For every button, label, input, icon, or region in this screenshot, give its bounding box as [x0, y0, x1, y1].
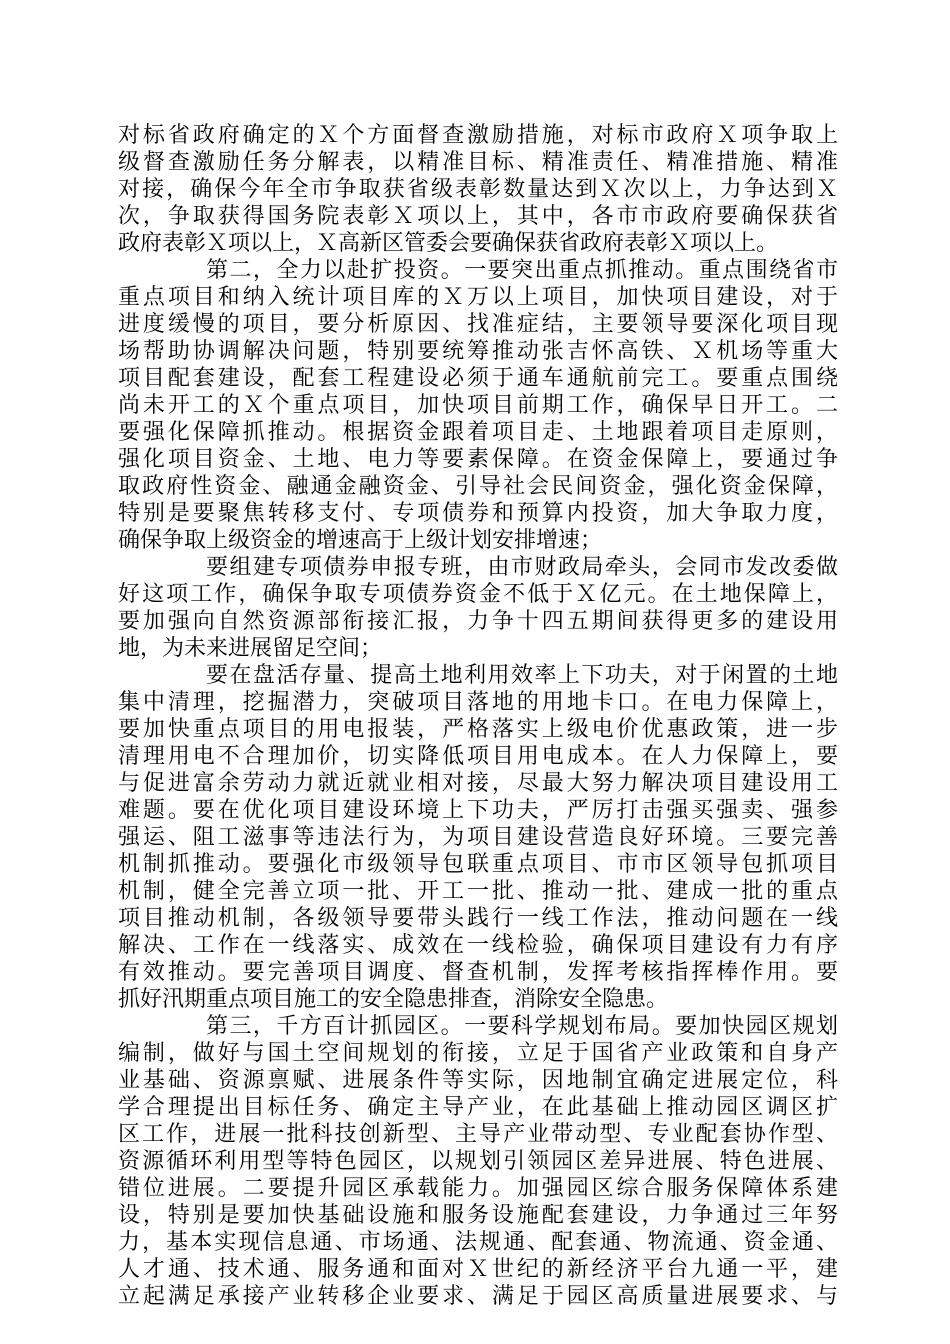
- text-line: 有效推动。要完善项目调度、督查机制，发挥考核指挥棒作用。要: [118, 960, 838, 985]
- text-line: 要在盘活存量、提高土地利用效率上下功夫，对于闲置的土地: [206, 663, 838, 688]
- text-line: 级督查激励任务分解表，以精准目标、精准责任、精准措施、精准: [118, 150, 838, 175]
- text-line: 业基础、资源禀赋、进展条件等实际，因地制宜确定进展定位，科: [118, 1068, 838, 1093]
- text-line: 抓好汛期重点项目施工的安全隐患排查，消除安全隐患。: [118, 987, 669, 1012]
- text-line: 编制，做好与国土空间规划的衔接，立足于国省产业政策和自身产: [118, 1041, 838, 1066]
- text-line: 确保争取上级资金的增速高于上级计划安排增速；: [118, 528, 603, 553]
- text-line: 进度缓慢的项目，要分析原因、找准症结，主要领导要深化项目现: [118, 312, 838, 337]
- text-line: 对接，确保今年全市争取获省级表彰数量达到Ｘ次以上，力争达到Ｘ: [118, 177, 838, 202]
- text-line: 错位进展。二要提升园区承载能力。加强园区综合服务保障体系建: [118, 1176, 838, 1201]
- text-line: 次，争取获得国务院表彰Ｘ项以上，其中，各市市政府要确保获省: [118, 204, 838, 229]
- text-line: 场帮助协调解决问题，特别要统筹推动张吉怀高铁、Ｘ机场等重大: [118, 339, 838, 364]
- text-line: 与促进富余劳动力就近就业相对接，尽最大努力解决项目建设用工: [118, 771, 838, 796]
- text-line: 资源循环利用型等特色园区，以规划引领园区差异进展、特色进展、: [118, 1149, 838, 1174]
- text-line: 项目推动机制，各级领导要带头践行一线工作法，推动问题在一线: [118, 906, 838, 931]
- text-line: 难题。要在优化项目建设环境上下功夫，严厉打击强买强卖、强参: [118, 798, 838, 823]
- text-line: 取政府性资金、融通金融资金、引导社会民间资金，强化资金保障，: [118, 474, 838, 499]
- text-line: 尚未开工的Ｘ个重点项目，加快项目前期工作，确保早日开工。二: [118, 393, 838, 418]
- text-line: 地，为未来进展留足空间；: [118, 636, 383, 661]
- text-line: 人才通、技术通、服务通和面对Ｘ世纪的新经济平台九通一平，建: [118, 1257, 838, 1282]
- text-line: 特别是要聚焦转移支付、专项债券和预算内投资，加大争取力度，: [118, 501, 838, 526]
- text-line: 区工作，进展一批科技创新型、主导产业带动型、专业配套协作型、: [118, 1122, 838, 1147]
- text-line: 解决、工作在一线落实、成效在一线检验，确保项目建设有力有序: [118, 933, 838, 958]
- text-line: 学合理提出目标任务、确定主导产业，在此基础上推动园区调区扩: [118, 1095, 838, 1120]
- text-line: 强运、阻工滋事等违法行为，为项目建设营造良好环境。三要完善: [118, 825, 838, 850]
- text-line: 好这项工作，确保争取专项债券资金不低于Ｘ亿元。在土地保障上，: [118, 582, 838, 607]
- text-line: 第三，千方百计抓园区。一要科学规划布局。要加快园区规划: [206, 1014, 838, 1039]
- text-line: 对标省政府确定的Ｘ个方面督查激励措施，对标市政府Ｘ项争取上: [118, 123, 838, 148]
- document-body: [118, 122, 838, 1310]
- text-line: 力，基本实现信息通、市场通、法规通、配套通、物流通、资金通、: [118, 1230, 838, 1255]
- text-line: 设，特别是要加快基础设施和服务设施配套建设，力争通过三年努: [118, 1203, 838, 1228]
- text-line: 强化项目资金、土地、电力等要素保障。在资金保障上，要通过争: [118, 447, 838, 472]
- text-line: 清理用电不合理加价，切实降低项目用电成本。在人力保障上，要: [118, 744, 838, 769]
- text-line: 集中清理，挖掘潜力，突破项目落地的用地卡口。在电力保障上，: [118, 690, 838, 715]
- text-line: 机制，健全完善立项一批、开工一批、推动一批、建成一批的重点: [118, 879, 838, 904]
- text-line: 要加强向自然资源部衔接汇报，力争十四五期间获得更多的建设用: [118, 609, 838, 634]
- text-line: 机制抓推动。要强化市级领导包联重点项目、市市区领导包抓项目: [118, 852, 838, 877]
- text-line: 立起满足承接产业转移企业要求、满足于园区高质量进展要求、与: [118, 1284, 838, 1309]
- text-line: 要强化保障抓推动。根据资金跟着项目走、土地跟着项目走原则，: [118, 420, 838, 445]
- text-line: 第二，全力以赴扩投资。一要突出重点抓推动。重点围绕省市: [206, 258, 838, 283]
- text-line: 政府表彰Ｘ项以上，Ｘ高新区管委会要确保获省政府表彰Ｘ项以上。: [118, 231, 779, 256]
- text-line: 要组建专项债券申报专班，由市财政局牵头，会同市发改委做: [206, 555, 838, 580]
- text-line: 要加快重点项目的用电报装，严格落实上级电价优惠政策，进一步: [118, 717, 838, 742]
- text-line: 项目配套建设，配套工程建设必须于通车通航前完工。要重点围绕: [118, 366, 838, 391]
- text-line: 重点项目和纳入统计项目库的Ｘ万以上项目，加快项目建设，对于: [118, 285, 838, 310]
